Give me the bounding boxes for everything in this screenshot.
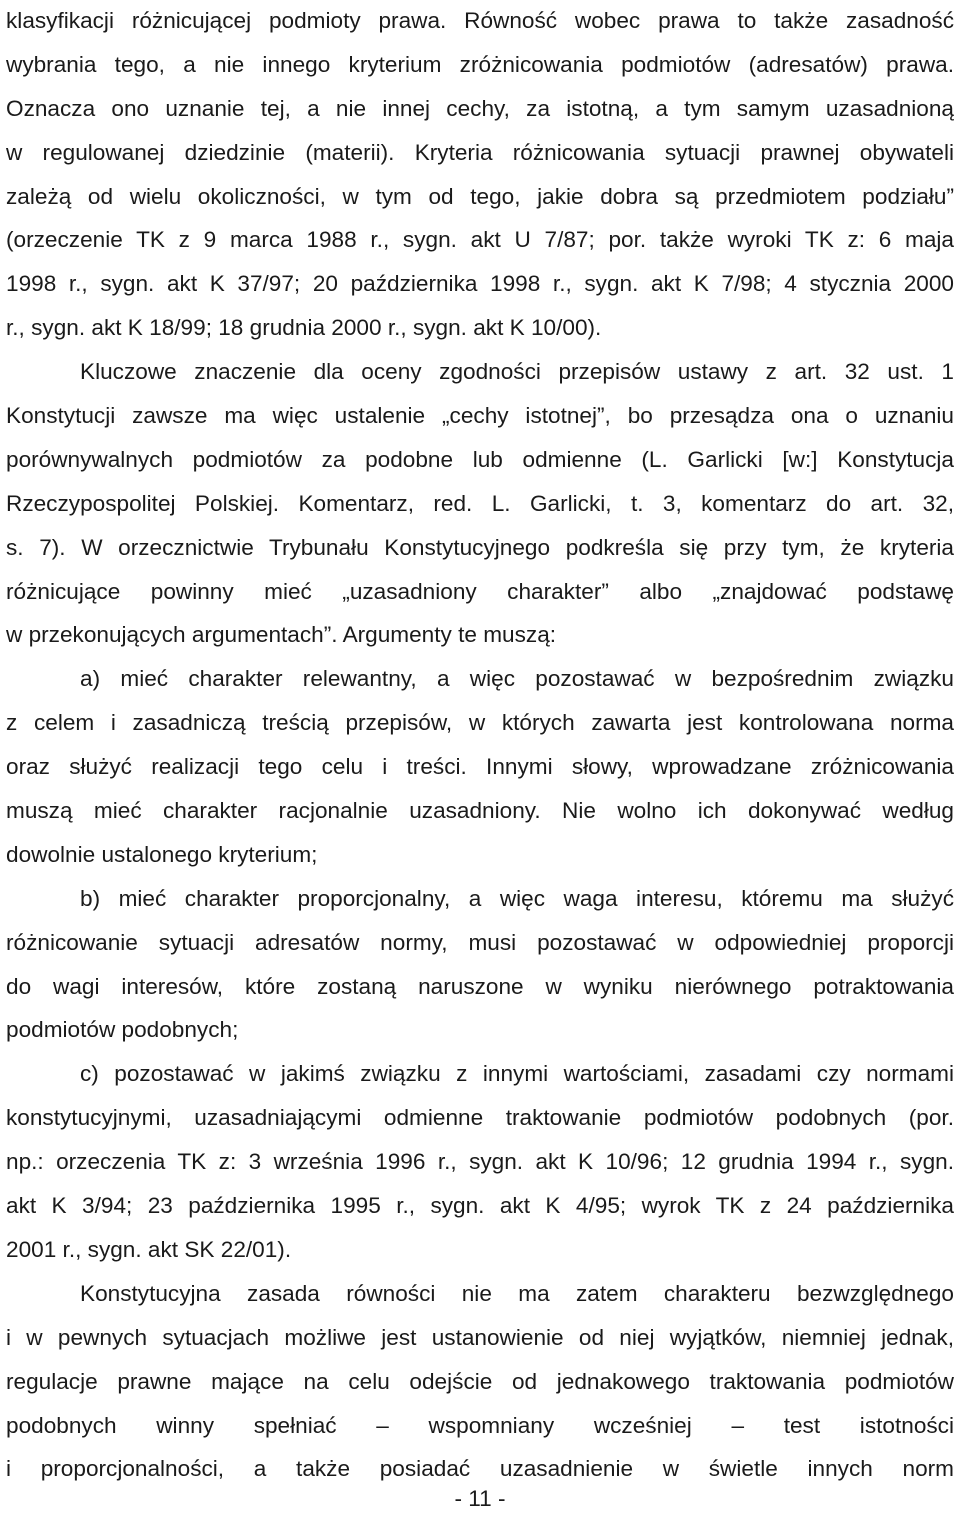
list-item-b: b) mieć charakter proporcjonalny, a więc waga interesu, któremu ma służyć (80, 885, 954, 911)
text-line-33: podobnych winny spełniać – wspomniany wcześniej – test istotności (6, 1412, 954, 1438)
text-line-14: różnicujące powinny mieć „uzasadniony charakter” albo „znajdować podstawę (6, 578, 954, 604)
text-line-32: regulacje prawne mające na celu odejście od jednakowego traktowania podmiotów (6, 1368, 954, 1394)
text-line-29: 2001 r., sygn. akt SK 22/01). (6, 1236, 292, 1262)
text-line-1: klasyfikacji różnicującej podmioty prawa. Równość wobec prawa to także zasadność (6, 8, 954, 33)
text-line-13: s. 7). W orzecznictwie Trybunału Konstytucyjnego podkreśla się przy tym, że kryteria (6, 534, 954, 560)
text-line-18: oraz służyć realizacji tego celu i treści. Innymi słowy, wprowadzane zróżnicowania (6, 754, 954, 780)
text-line-9: Kluczowe znaczenie dla oceny zgodności przepisów ustawy z art. 32 ust. 1 (80, 359, 954, 385)
text-line-5: zależą od wielu okoliczności, w tym od tego, jakie dobra są przedmiotem podziału” (6, 183, 954, 209)
text-line-3: Oznacza ono uznanie tej, a nie innej cechy, za istotną, a tym samym uzasadnioną (6, 95, 954, 121)
text-line-8: r., sygn. akt K 18/99; 18 grudnia 2000 r., sygn. akt K 10/00). (6, 315, 602, 341)
text-line-7: 1998 r., sygn. akt K 37/97; 20 października 1998 r., sygn. akt K 7/98; 4 stycznia 2000 (6, 271, 954, 297)
text-line-4: w regulowanej dziedzinie (materii). Kryteria różnicowania sytuacji prawnej obywateli (6, 139, 954, 165)
text-line-15: w przekonujących argumentach”. Argumenty te muszą: (6, 622, 557, 648)
page-number: - 11 - (454, 1486, 506, 1511)
text-line-23: do wagi interesów, które zostaną naruszone w wyniku nierównego potraktowania (6, 973, 954, 999)
text-line-11: porównywalnych podmiotów za podobne lub odmienne (L. Garlicki [w:] Konstytucja (6, 446, 954, 472)
text-line-12: Rzeczypospolitej Polskiej. Komentarz, red. L. Garlicki, t. 3, komentarz do art. 32, (6, 490, 954, 516)
text-line-34: i proporcjonalności, a także posiadać uzasadnienie w świetle innych norm (6, 1456, 954, 1482)
text-line-20: dowolnie ustalonego kryterium; (6, 841, 318, 867)
text-line-28: akt K 3/94; 23 października 1995 r., sygn. akt K 4/95; wyrok TK z 24 października (6, 1193, 954, 1219)
text-line-27: np.: orzeczenia TK z: 3 września 1996 r., sygn. akt K 10/96; 12 grudnia 1994 r., sygn. (6, 1149, 954, 1175)
text-line-22: różnicowanie sytuacji adresatów normy, musi pozostawać w odpowiedniej proporcji (6, 929, 954, 955)
text-line-10: Konstytucji zawsze ma więc ustalenie „cechy istotnej”, bo przesądza ona o uznaniu (6, 403, 954, 429)
text-line-6: (orzeczenie TK z 9 marca 1988 r., sygn. akt U 7/87; por. także wyroki TK z: 6 maja (6, 227, 954, 253)
text-line-24: podmiotów podobnych; (6, 1017, 239, 1043)
list-item-c: c) pozostawać w jakimś związku z innymi wartościami, zasadami czy normami (80, 1061, 954, 1087)
text-line-30: Konstytucyjna zasada równości nie ma zatem charakteru bezwzględnego (80, 1280, 954, 1306)
text-line-26: konstytucyjnymi, uzasadniającymi odmienne traktowanie podmiotów podobnych (por. (6, 1105, 954, 1131)
text-line-19: muszą mieć charakter racjonalnie uzasadniony. Nie wolno ich dokonywać według (6, 798, 954, 824)
text-line-31: i w pewnych sytuacjach możliwe jest ustanowienie od niej wyjątków, niemniej jednak, (6, 1324, 954, 1350)
document-page (6, 0, 954, 1491)
text-line-2: wybrania tego, a nie innego kryterium zróżnicowania podmiotów (adresatów) prawa. (6, 51, 954, 77)
list-item-a: a) mieć charakter relewantny, a więc pozostawać w bezpośrednim związku (80, 666, 954, 692)
text-line-17: z celem i zasadniczą treścią przepisów, w których zawarta jest kontrolowana norma (6, 710, 954, 736)
